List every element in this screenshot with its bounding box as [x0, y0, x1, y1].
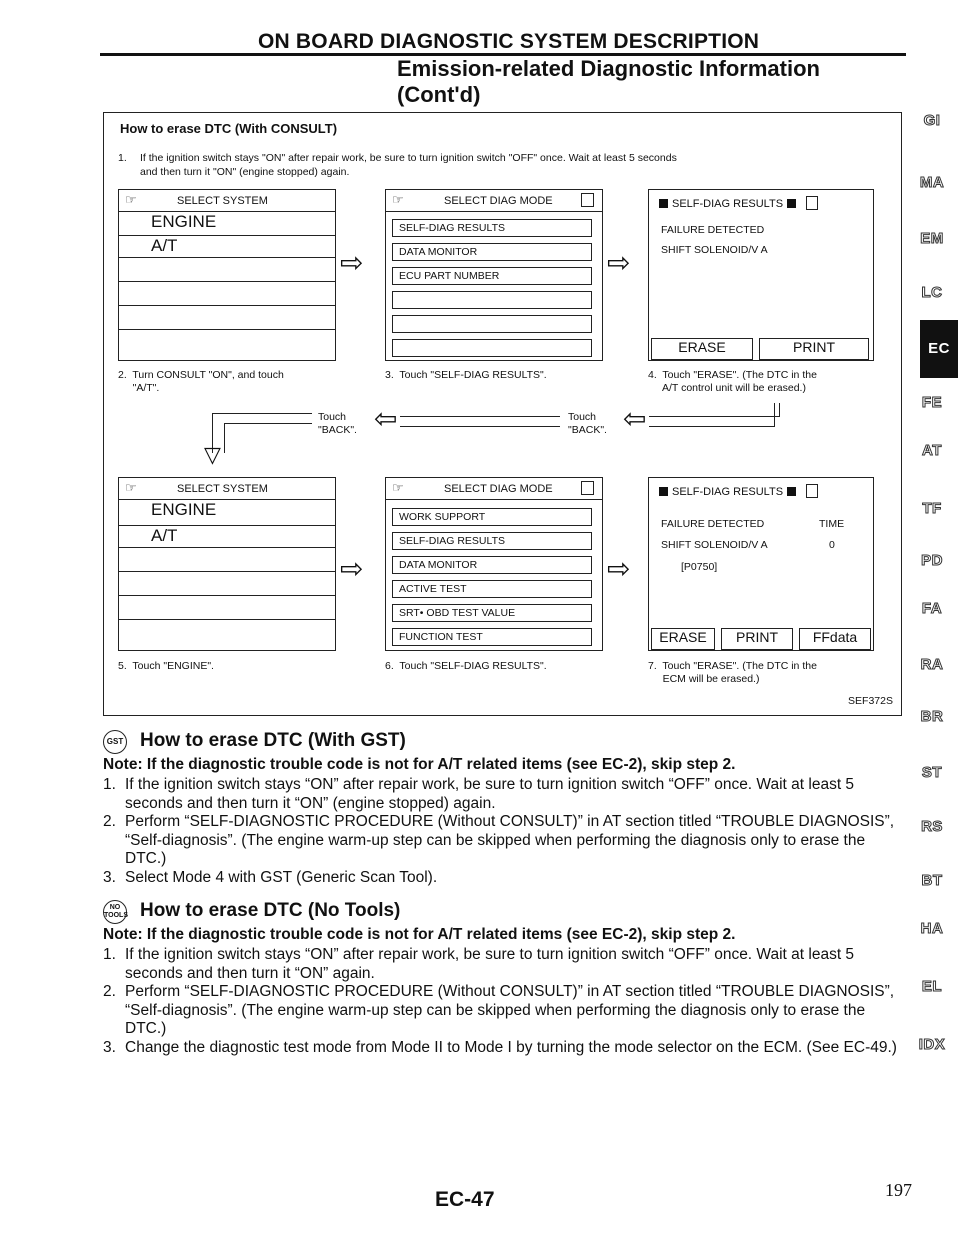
figure-note-line1: If the ignition switch stays "ON" after repair work, be sure to turn ignition switch "OFF" once. Wait at least 5 seconds — [140, 152, 677, 164]
flow-line — [649, 416, 779, 417]
right-arrow-icon: ⇨ — [340, 553, 364, 584]
ffdata-button[interactable]: FFdata — [799, 628, 871, 650]
flow-line — [212, 413, 312, 414]
menu-item-srt-obd-test-value[interactable]: SRT• OBD TEST VALUE — [392, 604, 592, 622]
dtc-code: [P0750] — [681, 561, 718, 573]
screen-select-system-2 — [118, 477, 336, 651]
menu-item-engine[interactable]: ENGINE — [119, 212, 335, 236]
list-item: 3. Select Mode 4 with GST (Generic Scan Tool). — [103, 868, 438, 886]
gst-heading: How to erase DTC (With GST) — [140, 730, 406, 751]
step-caption-3: 3. Touch "SELF-DIAG RESULTS". — [385, 369, 547, 381]
screen-select-system-1 — [118, 189, 336, 361]
step-caption-6: 6. Touch "SELF-DIAG RESULTS". — [385, 660, 547, 672]
tab-fa[interactable]: FA — [921, 600, 943, 617]
list-item: 2. Perform “SELF-DIAGNOSTIC PROCEDURE (Without CONSULT)” in AT section titled “TROUBLE DIAGNOSIS”, “Self-diagnosis”. (The engine warm-up step can be skipped when performing the diagnosis only to erase the DTC.) — [103, 813, 895, 867]
no-tools-badge-icon: NO TOOLS — [103, 900, 127, 924]
right-arrow-icon: ⇨ — [607, 553, 631, 584]
flow-line — [224, 423, 312, 424]
menu-item-empty — [119, 258, 335, 282]
menu-item-empty — [119, 330, 335, 360]
menu-item-data-monitor[interactable]: DATA MONITOR — [392, 243, 592, 261]
menu-item-empty — [119, 548, 335, 572]
menu-item-function-test[interactable]: FUNCTION TEST — [392, 628, 592, 646]
tab-idx[interactable]: IDX — [918, 1036, 946, 1053]
menu-item-work-support[interactable]: WORK SUPPORT — [392, 508, 592, 526]
menu-item-at[interactable]: A/T — [119, 526, 335, 548]
section-title — [397, 56, 820, 108]
menu-item-empty — [119, 620, 335, 650]
flow-line — [779, 403, 780, 417]
section-title-line2: (Cont'd) — [397, 82, 481, 107]
consult-erase-figure — [103, 112, 902, 716]
tab-tf[interactable]: TF — [922, 500, 942, 517]
right-arrow-icon: ⇨ — [607, 247, 631, 278]
tab-ma[interactable]: MA — [919, 174, 945, 191]
figure-note-num: 1. — [118, 152, 127, 164]
tab-rs[interactable]: RS — [921, 818, 943, 835]
figure-note-line2: and then turn it "ON" (engine stopped) again. — [140, 166, 350, 178]
failure-detected-label: FAILURE DETECTED — [661, 224, 765, 236]
time-label: TIME — [819, 518, 845, 530]
hand-icon: ☞ — [392, 192, 404, 207]
flow-line — [400, 426, 560, 427]
screen-title: SELECT DIAG MODE — [444, 195, 553, 207]
step-caption-7: 7. Touch "ERASE". (The DTC in the ECM will be erased.) — [648, 660, 817, 685]
page-number: 197 — [885, 1180, 912, 1200]
dtc-item: SHIFT SOLENOID/V A — [661, 539, 768, 551]
erase-button[interactable]: ERASE — [651, 628, 715, 650]
menu-item-empty — [392, 315, 592, 333]
step-caption-4: 4. Touch "ERASE". (The DTC in the A/T control unit will be erased.) — [648, 369, 817, 394]
tab-st[interactable]: ST — [921, 764, 943, 781]
menu-item-empty — [119, 596, 335, 620]
hand-icon: ☞ — [125, 480, 137, 495]
print-button[interactable]: PRINT — [721, 628, 793, 650]
tab-bt[interactable]: BT — [921, 872, 943, 889]
tab-pd[interactable]: PD — [921, 552, 943, 569]
checkbox-icon — [581, 193, 594, 207]
hand-icon: ☞ — [392, 480, 404, 495]
section-title-line1: Emission-related Diagnostic Information — [397, 56, 820, 81]
menu-item-at[interactable]: A/T — [119, 236, 335, 258]
screen-title: SELECT DIAG MODE — [444, 483, 553, 495]
right-arrow-icon: ⇨ — [340, 247, 364, 278]
screen-self-diag-results-1 — [648, 189, 874, 361]
step-caption-2: 2. Turn CONSULT "ON", and touch "A/T". — [118, 369, 284, 394]
menu-item-empty — [119, 306, 335, 330]
dtc-item: SHIFT SOLENOID/V A — [661, 244, 768, 256]
tab-ec[interactable]: EC — [920, 320, 958, 378]
tab-fe[interactable]: FE — [921, 394, 943, 411]
tab-el[interactable]: EL — [921, 978, 943, 995]
tab-ra[interactable]: RA — [920, 656, 944, 673]
menu-item-empty — [392, 339, 592, 357]
menu-item-self-diag-results[interactable]: SELF-DIAG RESULTS — [392, 532, 592, 550]
results-header: SELF-DIAG RESULTS — [659, 196, 818, 210]
screen-title-bar — [119, 478, 335, 500]
menu-item-engine[interactable]: ENGINE — [119, 500, 335, 526]
menu-item-ecu-part-number[interactable]: ECU PART NUMBER — [392, 267, 592, 285]
tab-em[interactable]: EM — [920, 230, 944, 247]
touch-back-label-1: Touch "BACK". — [318, 411, 357, 436]
header-title: ON BOARD DIAGNOSTIC SYSTEM DESCRIPTION — [258, 30, 760, 53]
gst-badge-icon: GST — [103, 730, 127, 754]
hand-icon: ☞ — [125, 192, 137, 207]
failure-detected-label: FAILURE DETECTED — [661, 518, 765, 530]
checkbox-icon — [581, 481, 594, 495]
screen-self-diag-results-2 — [648, 477, 874, 651]
screen-title-bar — [386, 478, 602, 500]
step-caption-5: 5. Touch "ENGINE". — [118, 660, 214, 672]
down-arrow-icon: ▽ — [204, 442, 221, 467]
dtc-time-value: 0 — [829, 539, 835, 551]
flow-line — [400, 416, 560, 417]
menu-item-empty — [119, 282, 335, 306]
figure-title: How to erase DTC (With CONSULT) — [120, 121, 338, 136]
list-item: 3. Change the diagnostic test mode from Mode II to Mode I by turning the mode selector on the ECM. (See EC-49.) — [103, 1038, 897, 1056]
tab-ha[interactable]: HA — [920, 920, 944, 937]
screen-title: SELECT SYSTEM — [177, 195, 268, 207]
figure-note — [118, 151, 878, 179]
no-tools-heading: How to erase DTC (No Tools) — [140, 900, 401, 921]
tab-gi[interactable]: GI — [923, 112, 941, 129]
checkbox-icon — [806, 196, 818, 210]
tab-br[interactable]: BR — [920, 708, 944, 725]
flow-line — [774, 403, 775, 427]
touch-back-label-2: Touch "BACK". — [568, 411, 607, 436]
menu-item-active-test[interactable]: ACTIVE TEST — [392, 580, 592, 598]
menu-item-empty — [119, 572, 335, 596]
list-item: 1. If the ignition switch stays “ON” after repair work, be sure to turn ignition switch “OFF” once. Wait at least 5 seconds and then turn it “ON” again. — [103, 946, 855, 982]
list-item: 1. If the ignition switch stays “ON” after repair work, be sure to turn ignition switch “OFF” once. Wait at least 5 seconds and then turn it “ON” (engine stopped) again. — [103, 776, 855, 812]
flow-line — [649, 426, 774, 427]
screen-select-diag-mode-1 — [385, 189, 603, 361]
menu-item-data-monitor[interactable]: DATA MONITOR — [392, 556, 592, 574]
print-button[interactable]: PRINT — [759, 338, 869, 360]
no-tools-steps — [103, 946, 903, 1057]
tab-at[interactable]: AT — [922, 442, 942, 459]
gst-note: Note: If the diagnostic trouble code is not for A/T related items (see EC-2), skip step 2. — [103, 756, 736, 773]
gst-steps — [103, 776, 903, 887]
list-item: 2. Perform “SELF-DIAGNOSTIC PROCEDURE (Without CONSULT)” in AT section titled “TROUBLE DIAGNOSIS”, “Self-diagnosis”. (The engine warm-up step can be skipped when performing the diagnosis only to erase the DTC.) — [103, 983, 895, 1037]
screen-select-diag-mode-2 — [385, 477, 603, 651]
erase-button[interactable]: ERASE — [651, 338, 753, 360]
tab-lc[interactable]: LC — [921, 284, 943, 301]
screen-title: SELECT SYSTEM — [177, 483, 268, 495]
results-header: SELF-DIAG RESULTS — [659, 484, 818, 498]
screen-title-bar — [386, 190, 602, 212]
flow-line — [224, 423, 225, 453]
menu-item-self-diag-results[interactable]: SELF-DIAG RESULTS — [392, 219, 592, 237]
menu-item-empty — [392, 291, 592, 309]
screen-title-bar — [119, 190, 335, 212]
checkbox-icon — [806, 484, 818, 498]
page-code: EC-47 — [435, 1188, 495, 1211]
left-arrow-icon: ⇦ — [623, 403, 647, 434]
figure-code: SEF372S — [848, 695, 893, 707]
left-arrow-icon: ⇦ — [374, 403, 398, 434]
no-tools-note: Note: If the diagnostic trouble code is not for A/T related items (see EC-2), skip step 2. — [103, 926, 736, 943]
